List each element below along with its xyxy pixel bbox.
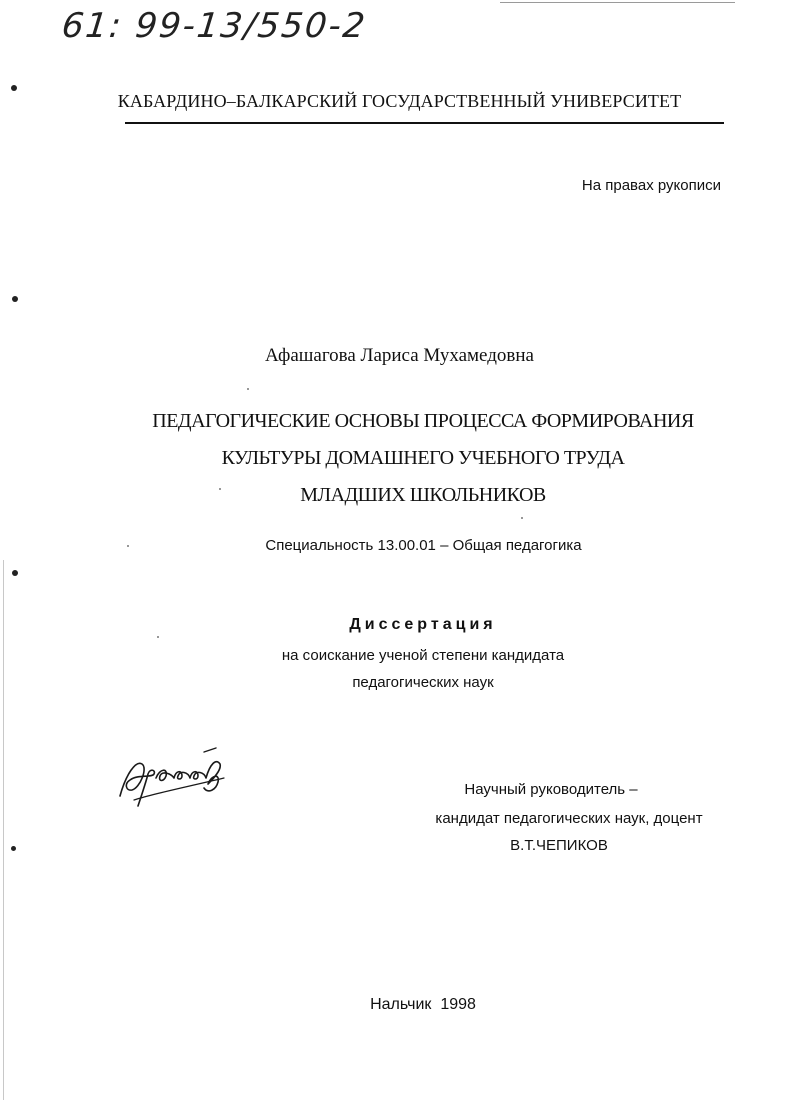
thesis-title-line-2: КУЛЬТУРЫ ДОМАШНЕГО УЧЕБНОГО ТРУДА [221, 447, 625, 469]
dissertation-degree-line-2: педагогических наук [352, 674, 494, 691]
scan-speck [521, 517, 523, 519]
author-signature [112, 744, 232, 814]
margin-dot [12, 570, 18, 576]
city-year: Нальчик 1998 [370, 996, 476, 1013]
supervisor-role: Научный руководитель – [464, 781, 638, 798]
dissertation-heading: Диссертация [349, 616, 497, 633]
margin-dot [11, 846, 16, 851]
archive-code: 61: 99-13/550-2 [59, 6, 369, 46]
university-name: КАБАРДИНО–БАЛКАРСКИЙ ГОСУДАРСТВЕННЫЙ УНИВЕРСИТЕТ [117, 91, 682, 111]
margin-dot [12, 296, 18, 302]
dissertation-degree-line-1: на соискание ученой степени кандидата [281, 647, 565, 664]
supervisor-name: В.Т.ЧЕПИКОВ [510, 837, 608, 854]
scan-speck [127, 545, 129, 547]
top-edge-line [500, 2, 735, 3]
thesis-title [0, 403, 799, 514]
university-underline [125, 122, 724, 124]
specialty: Специальность 13.00.01 – Общая педагогика [265, 537, 582, 554]
manuscript-note: На правах рукописи [581, 177, 721, 194]
thesis-title-line-3: МЛАДШИХ ШКОЛЬНИКОВ [300, 484, 546, 506]
scan-edge-line [3, 560, 4, 1100]
scan-speck [247, 388, 249, 390]
margin-dot [11, 85, 17, 91]
scan-speck [157, 636, 159, 638]
author-name: Афашагова Лариса Мухамедовна [265, 345, 534, 366]
scan-speck [219, 488, 221, 490]
supervisor-degree: кандидат педагогических наук, доцент [435, 810, 703, 827]
thesis-title-line-1: ПЕДАГОГИЧЕСКИЕ ОСНОВЫ ПРОЦЕССА ФОРМИРОВАНИЯ [152, 410, 694, 432]
